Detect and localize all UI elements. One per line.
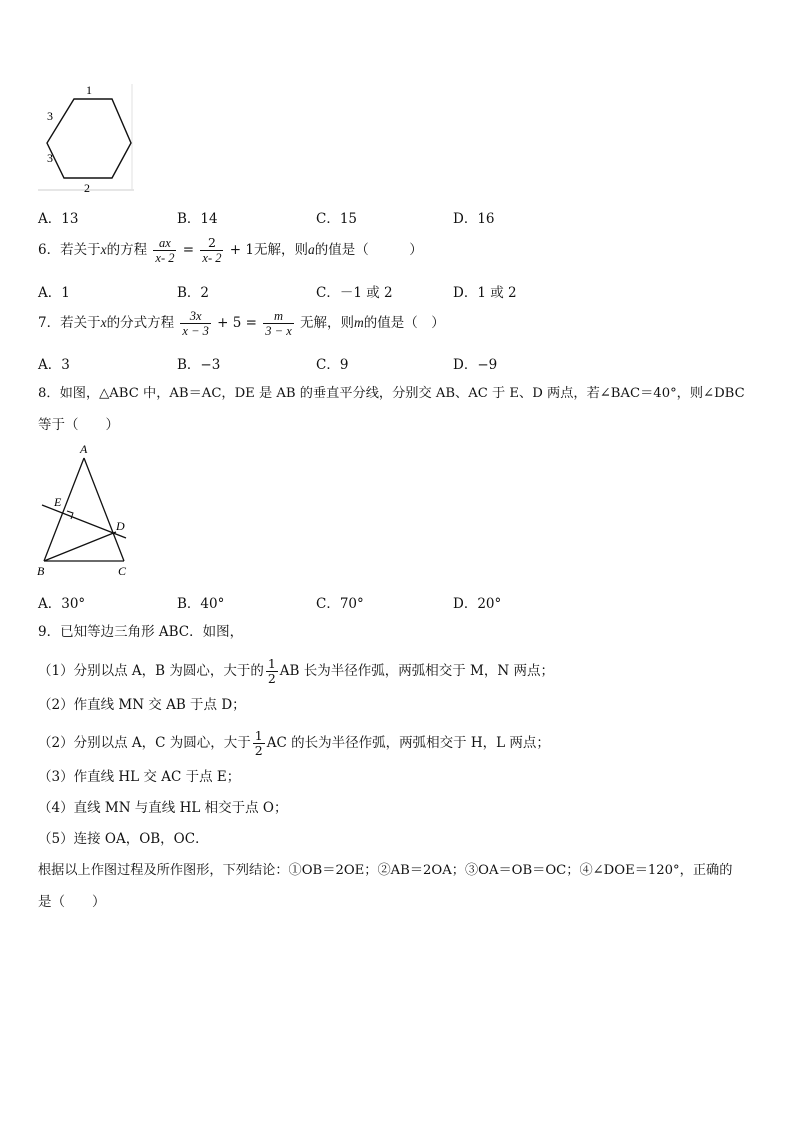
triangle-figure [30, 440, 140, 580]
segment-bd [44, 532, 116, 561]
option-text: 3 [61, 357, 70, 373]
q6-end: 的值是（ ） [314, 242, 423, 258]
q7-mid: 的分式方程 [106, 315, 175, 331]
option-text: 70° [339, 596, 364, 612]
q7-fraction-2 [263, 309, 293, 338]
var-a: a [307, 242, 315, 257]
q5-option-b [177, 207, 218, 227]
q6-stem [38, 236, 423, 265]
q6-option-b [177, 281, 209, 301]
hexagon-figure [36, 82, 136, 194]
q6-option-c [316, 281, 393, 301]
option-text: 30° [61, 596, 86, 612]
option-letter: C． [316, 285, 340, 301]
option-letter: A． [38, 357, 62, 373]
option-text: 16 [477, 211, 495, 227]
q9-step-4: （3）作直线 HL 交 AC 于点 E； [38, 769, 241, 785]
q8-stem-line-1: 8．如图，△ABC 中，AB＝AC，DE 是 AB 的垂直平分线，分别交 AB、AC 于 E、D 两点，若∠BAC＝40°，则∠DBC [38, 386, 745, 401]
q7-option-c [316, 353, 348, 373]
numerator: 2 [207, 235, 216, 250]
half-fraction [253, 729, 265, 758]
q5-option-d [453, 207, 495, 227]
var-x: x [100, 242, 107, 257]
hexagon-label-upper-left: 3 [47, 109, 53, 123]
denominator: x- 2 [155, 251, 175, 265]
option-text: 1 或 2 [477, 285, 517, 301]
option-text: 2 [200, 285, 210, 301]
q8-option-c [316, 592, 364, 612]
option-text: 9 [339, 357, 349, 373]
plus-one: + 1 [229, 242, 254, 258]
hexagon-shape [47, 99, 131, 178]
var-x: x [100, 315, 107, 330]
q9-conclusion-line-2: 是（ ） [38, 894, 106, 910]
option-text: 13 [61, 211, 79, 227]
numerator: 1 [254, 728, 263, 743]
q7-option-a [38, 353, 70, 373]
option-text: −9 [477, 357, 498, 373]
half-fraction [266, 657, 278, 686]
q6-fraction-2 [200, 236, 223, 265]
option-letter: B． [177, 285, 201, 301]
numerator: 3x [189, 309, 202, 323]
var-m: m [354, 315, 364, 330]
numerator: m [273, 309, 284, 323]
option-letter: B． [177, 596, 201, 612]
q9-intro: 9．已知等边三角形 ABC．如图， [38, 624, 244, 640]
option-letter: C． [316, 596, 340, 612]
q8-option-a [38, 592, 85, 612]
q7-option-b [177, 353, 220, 373]
option-letter: D． [453, 211, 478, 227]
option-text: 40° [200, 596, 225, 612]
option-text: 20° [477, 596, 502, 612]
option-letter: A． [38, 285, 62, 301]
q9-step-3 [38, 729, 550, 758]
denominator: x − 3 [182, 324, 209, 338]
option-letter: A． [38, 211, 62, 227]
side-ab [44, 458, 84, 561]
option-letter: C． [316, 357, 340, 373]
label-e: E [54, 495, 62, 509]
q5-option-a [38, 207, 78, 227]
label-c: C [118, 564, 127, 578]
q8-option-d [453, 592, 501, 612]
hexagon-label-top: 1 [86, 83, 92, 97]
denominator: 3 − x [265, 324, 292, 338]
option-letter: C． [316, 211, 340, 227]
option-letter: B． [177, 211, 201, 227]
option-letter: D． [453, 596, 478, 612]
q9-conclusion-line-1: 根据以上作图过程及所作图形，下列结论：①OB＝2OE；②AB＝2OA；③OA＝OB＝OC；④∠DOE＝120°，正确的 [38, 863, 733, 878]
q7-end: 的值是（ ） [363, 315, 445, 331]
q9-step-1 [38, 657, 554, 686]
denominator: 2 [267, 671, 276, 686]
label-b: B [37, 564, 45, 578]
q6-mid: 的方程 [106, 242, 148, 258]
q5-option-c [316, 207, 357, 227]
step3-text-a: （2）分别以点 A，C 为圆心，大于 [38, 735, 251, 751]
option-text: －1 或 2 [339, 285, 393, 301]
q6-option-d [453, 281, 517, 301]
q7-fraction-1 [180, 309, 210, 338]
q7-suffix: 无解，则 [300, 315, 355, 331]
q6-suffix: 无解，则 [253, 242, 308, 258]
q8-option-b [177, 592, 224, 612]
option-letter: D． [453, 357, 478, 373]
step1-text-a: （1）分别以点 A，B 为圆心，大于的 [38, 663, 264, 679]
step3-text-b: AC 的长为半径作弧，两弧相交于 H，L 两点； [266, 735, 550, 751]
q7-stem [38, 309, 445, 338]
option-letter: A． [38, 596, 62, 612]
option-letter: D． [453, 285, 478, 301]
hexagon-label-bottom: 2 [84, 181, 90, 194]
option-text: 14 [200, 211, 218, 227]
equals: = [182, 242, 195, 258]
numerator: 1 [267, 656, 276, 671]
q6-prefix: 6．若关于 [38, 242, 101, 258]
option-letter: B． [177, 357, 201, 373]
q8-stem-line-2: 等于（ ） [38, 417, 119, 433]
option-text: −3 [200, 357, 221, 373]
q7-prefix: 7．若关于 [38, 315, 101, 331]
q6-fraction-1 [153, 236, 176, 265]
option-text: 1 [61, 285, 70, 301]
plus-five-equals: + 5 = [217, 315, 257, 331]
q6-option-a [38, 281, 70, 301]
label-a: A [80, 442, 88, 456]
label-d: D [116, 519, 125, 533]
q9-step-6: （5）连接 OA，OB，OC． [38, 831, 209, 847]
denominator: x- 2 [202, 251, 222, 265]
q9-step-5: （4）直线 MN 与直线 HL 相交于点 O； [38, 800, 288, 816]
option-text: 15 [339, 211, 358, 227]
denominator: 2 [254, 743, 263, 758]
numerator: ax [159, 236, 171, 250]
q7-option-d [453, 353, 497, 373]
hexagon-label-lower-left: 3 [47, 151, 53, 165]
side-ac [84, 458, 124, 561]
step1-text-b: AB 长为半径作弧，两弧相交于 M，N 两点； [279, 663, 554, 679]
q9-step-2: （2）作直线 MN 交 AB 于点 D； [38, 697, 246, 713]
